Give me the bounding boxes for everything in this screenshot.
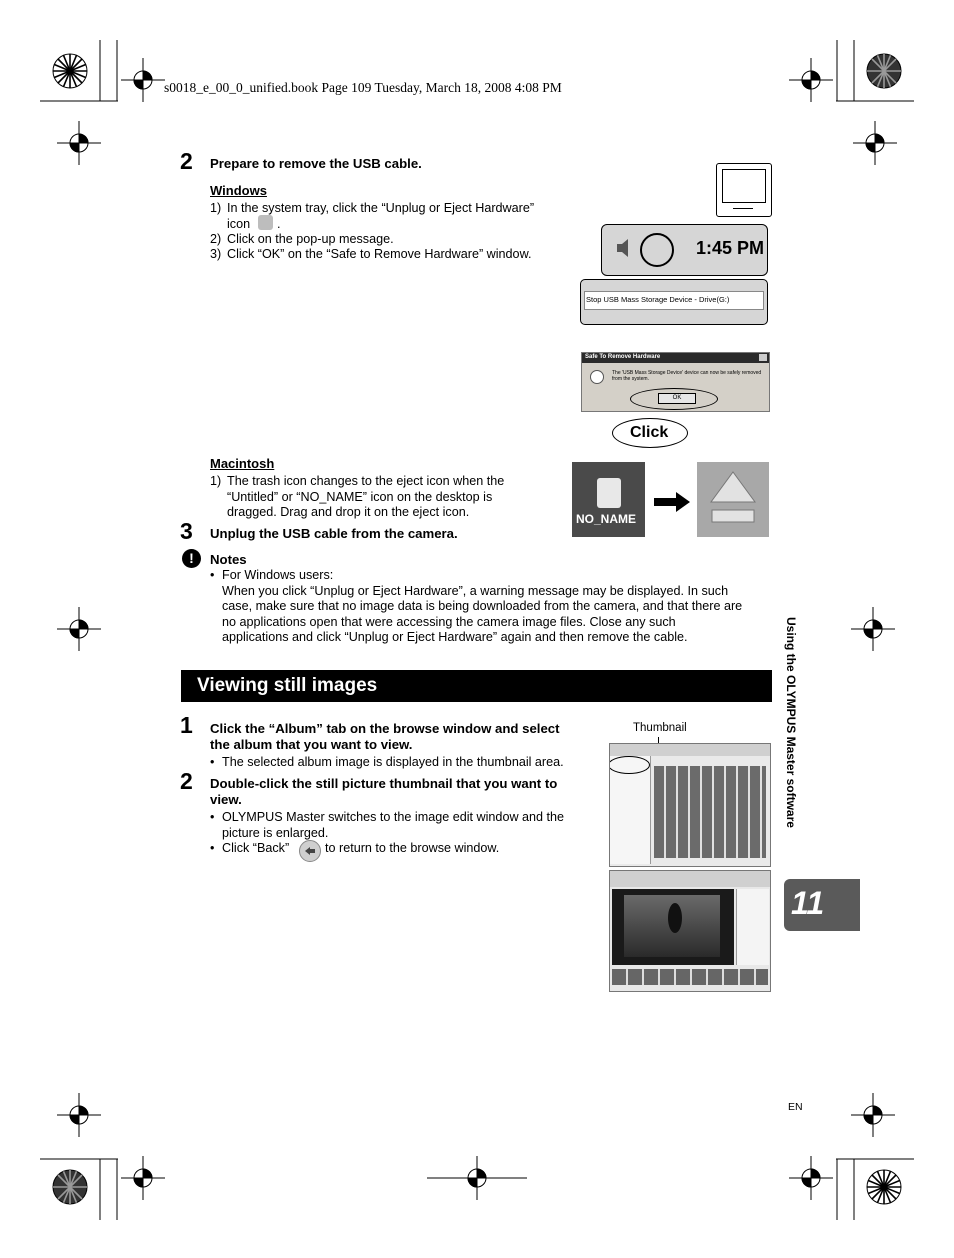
- step-number: 2: [180, 768, 193, 794]
- system-tray-illustration: [601, 224, 768, 276]
- step-number: 2: [180, 148, 193, 174]
- no-name-drive-illustration: [572, 462, 645, 537]
- list-item: [210, 201, 570, 233]
- section-title: Viewing still images: [197, 675, 378, 696]
- popup-message: Stop USB Mass Storage Device - Drive(G:): [586, 295, 730, 304]
- eject-icon: [697, 462, 769, 537]
- list-item: [210, 247, 570, 263]
- drive-icon: [597, 478, 621, 508]
- tray-clock: 1:45 PM: [696, 238, 765, 258]
- item-text: “Untitled” or “NO_NAME” icon on the desktop is: [227, 489, 493, 504]
- bullet-text: picture is enlarged.: [222, 825, 329, 840]
- notes-line: applications and click “Unplug or Eject Hardware” again and then remove the cable.: [222, 630, 688, 644]
- item-number: 1): [210, 201, 222, 215]
- thumbnail-label: Thumbnail: [633, 722, 687, 734]
- item-text-end: .: [277, 216, 281, 231]
- chapter-number: 11: [791, 885, 825, 921]
- bullet-text: The selected album image is displayed in the thumbnail area.: [222, 755, 564, 769]
- ok-button: OK: [658, 393, 696, 404]
- list-item: • Click “Back” to return to the browse window.: [210, 841, 600, 861]
- unplug-hardware-icon: [640, 233, 674, 267]
- notes-line: no applications open that were accessing the camera image files. Close any such: [222, 614, 676, 629]
- item-number: 2): [210, 232, 222, 246]
- info-icon: [590, 370, 604, 384]
- arrow-right-icon: [652, 491, 692, 513]
- step-title: the album that you want to view.: [210, 737, 413, 752]
- bullet-text: to return to the browse window.: [325, 841, 500, 855]
- item-number: 3): [210, 247, 222, 261]
- chapter-title: Using the OLYMPUS Master software: [784, 617, 798, 828]
- close-icon: [759, 354, 767, 361]
- edit-window-screenshot: [609, 870, 771, 992]
- click-label: Click: [630, 424, 669, 441]
- unplug-hardware-icon: [258, 215, 273, 230]
- item-text: dragged. Drag and drop it on the eject icon.: [227, 505, 470, 519]
- item-text-icon-label: icon: [227, 216, 251, 231]
- item-text: Click on the pop-up message.: [227, 232, 394, 246]
- item-text: Click “OK” on the “Safe to Remove Hardware” window.: [227, 247, 532, 261]
- chapter-sidebar: [784, 617, 800, 877]
- notes-heading: Notes: [210, 552, 247, 567]
- item-number: 1): [210, 474, 222, 488]
- step-title: Unplug the USB cable from the camera.: [210, 526, 458, 541]
- bullet-text: OLYMPUS Master switches to the image edit window and the: [222, 810, 565, 824]
- notes-bullet-label: For Windows users:: [222, 568, 334, 582]
- macintosh-heading: Macintosh: [210, 456, 275, 471]
- notes-line: When you click “Unplug or Eject Hardware”, a warning message may be displayed. In such: [222, 583, 729, 598]
- browse-window-screenshot: [609, 743, 771, 867]
- monitor-illustration: [716, 163, 772, 217]
- item-text: The trash icon changes to the eject icon when the: [227, 474, 505, 488]
- language-code: EN: [788, 1101, 803, 1113]
- dialog-message: from the system.: [612, 376, 649, 382]
- drive-label: NO_NAME: [576, 512, 637, 526]
- chapter-tab: [784, 879, 860, 931]
- speaker-icon: [615, 237, 633, 259]
- popup-illustration: [580, 279, 768, 325]
- step-title: Prepare to remove the USB cable.: [210, 156, 422, 171]
- step-title: Double-click the still picture thumbnail that you want to: [210, 776, 558, 791]
- dialog-illustration: [581, 352, 770, 412]
- step-title: view.: [210, 792, 242, 807]
- windows-heading: Windows: [210, 183, 267, 198]
- notes-bullet: • For Windows users: When you click “Unplug or Eject Hardware”, a warning message may be displayed. In such case, make sure that no image data is being downloaded from the camera, and that there are no applications open that were accessing the camera image files. Close any such applications and click “Unplug or Eject Hardware” again and then remove the cable.: [210, 568, 743, 644]
- step-number: 3: [180, 518, 193, 544]
- dialog-message: The 'USB Mass Storage Device' device can now be safely removed: [612, 370, 762, 376]
- step-number: 1: [180, 712, 193, 738]
- book-header: s0018_e_00_0_unified.book Page 109 Tuesday, March 18, 2008 4:08 PM: [164, 80, 562, 95]
- step-title: Click the “Album” tab on the browse window and select: [210, 721, 560, 736]
- back-icon: [299, 840, 321, 862]
- list-item: • The selected album image is displayed in the thumbnail area.: [210, 755, 564, 769]
- list-item: [210, 474, 550, 522]
- dialog-title: Safe To Remove Hardware: [585, 354, 661, 360]
- section-banner: [181, 670, 772, 702]
- item-text: In the system tray, click the “Unplug or Eject Hardware”: [227, 201, 535, 215]
- list-item: • OLYMPUS Master switches to the image edit window and the picture is enlarged.: [210, 810, 565, 840]
- click-callout: [612, 418, 688, 448]
- list-item: [210, 232, 570, 248]
- notes-icon: !: [182, 549, 201, 568]
- bullet-text: Click “Back”: [222, 841, 290, 855]
- notes-line: case, make sure that no image data is being downloaded from the camera, and that there are: [222, 599, 743, 613]
